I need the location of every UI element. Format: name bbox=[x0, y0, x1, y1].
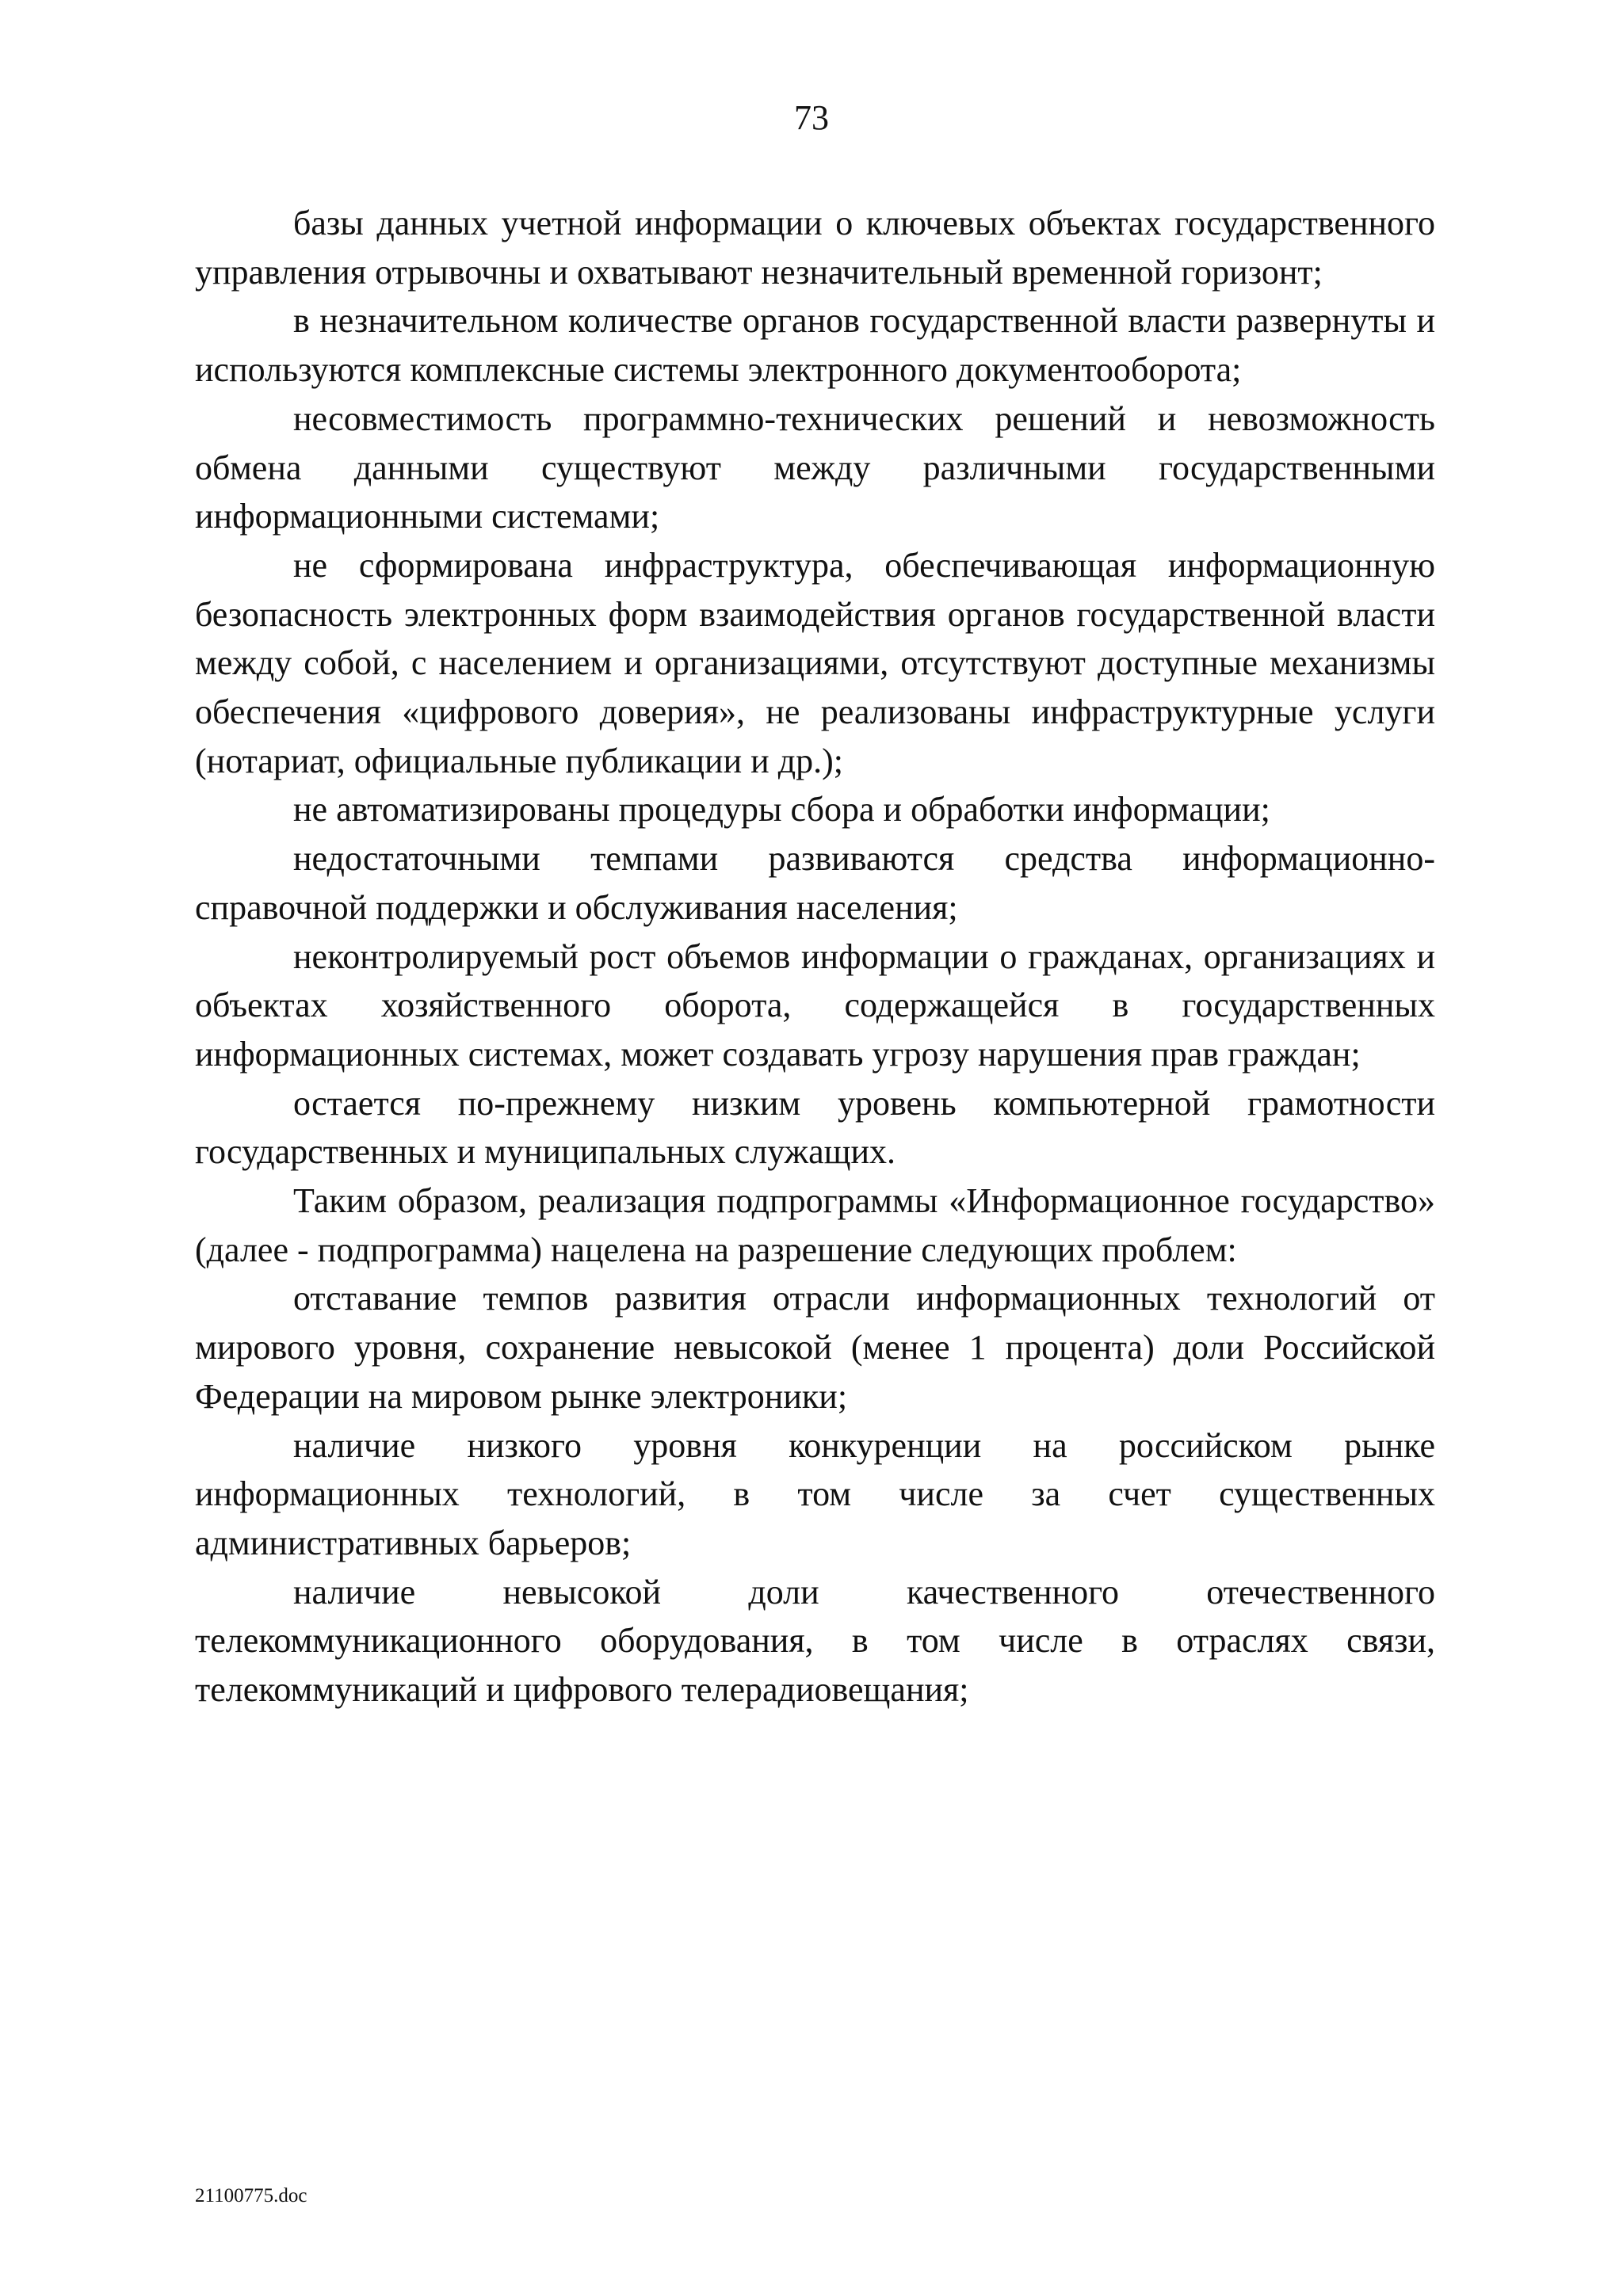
paragraph-10: отставание темпов развития отрасли информационных технологий от мирового уровня, сохранение невысокой (менее 1 процента) доли Российской Федерации на мировом рынке электроники; bbox=[195, 1279, 1435, 1416]
paragraph-11: наличие низкого уровня конкуренции на российском рынке информационных технологий, в том числе за счет существенных административных барьеров; bbox=[195, 1425, 1435, 1562]
paragraph-7: неконтролируемый рост объемов информации о гражданах, организациях и объектах хозяйственного оборота, содержащейся в государственных информационных системах, может создавать угрозу нарушения прав граждан; bbox=[195, 936, 1435, 1074]
page-number: 73 bbox=[794, 98, 829, 137]
paragraph-5: не автоматизированы процедуры сбора и обработки информации; bbox=[293, 790, 1270, 830]
paragraph-3: несовместимость программно-технических решений и невозможность обмена данными существуют между различными государственными информационными системами; bbox=[195, 399, 1435, 536]
paragraph-1: базы данных учетной информации о ключевых объектах государственного управления отрывочны и охватывают незначительный временной горизонт; bbox=[195, 204, 1435, 292]
footer-filename: 21100775.doc bbox=[195, 2185, 307, 2206]
paragraph-2: в незначительном количестве органов государственной власти развернуты и используются комплексные системы электронного документооборота; bbox=[195, 301, 1435, 390]
paragraph-9: Таким образом, реализация подпрограммы «Информационное государство» (далее - подпрограмма) нацелена на разрешение следующих проблем: bbox=[195, 1181, 1435, 1269]
paragraph-12: наличие невысокой доли качественного отечественного телекоммуникационного оборудования, в том числе в отраслях связи, телекоммуникаций и цифрового телерадиовещания; bbox=[195, 1572, 1435, 1710]
paragraph-6: недостаточными темпами развиваются средства информационно-справочной поддержки и обслуживания населения; bbox=[195, 839, 1435, 927]
paragraph-8: остается по-прежнему низким уровень компьютерной грамотности государственных и муниципальных служащих. bbox=[195, 1083, 1435, 1172]
paragraph-4: не сформирована инфраструктура, обеспечивающая информационную безопасность электронных форм взаимодействия органов государственной власти между собой, с населением и организациями, отсутствуют доступные механизмы обеспечения «цифрового доверия», не реализованы инфраструктурные услуги (нотариат, официальные публикации и др.); bbox=[195, 545, 1435, 780]
document-body bbox=[195, 199, 1435, 1714]
